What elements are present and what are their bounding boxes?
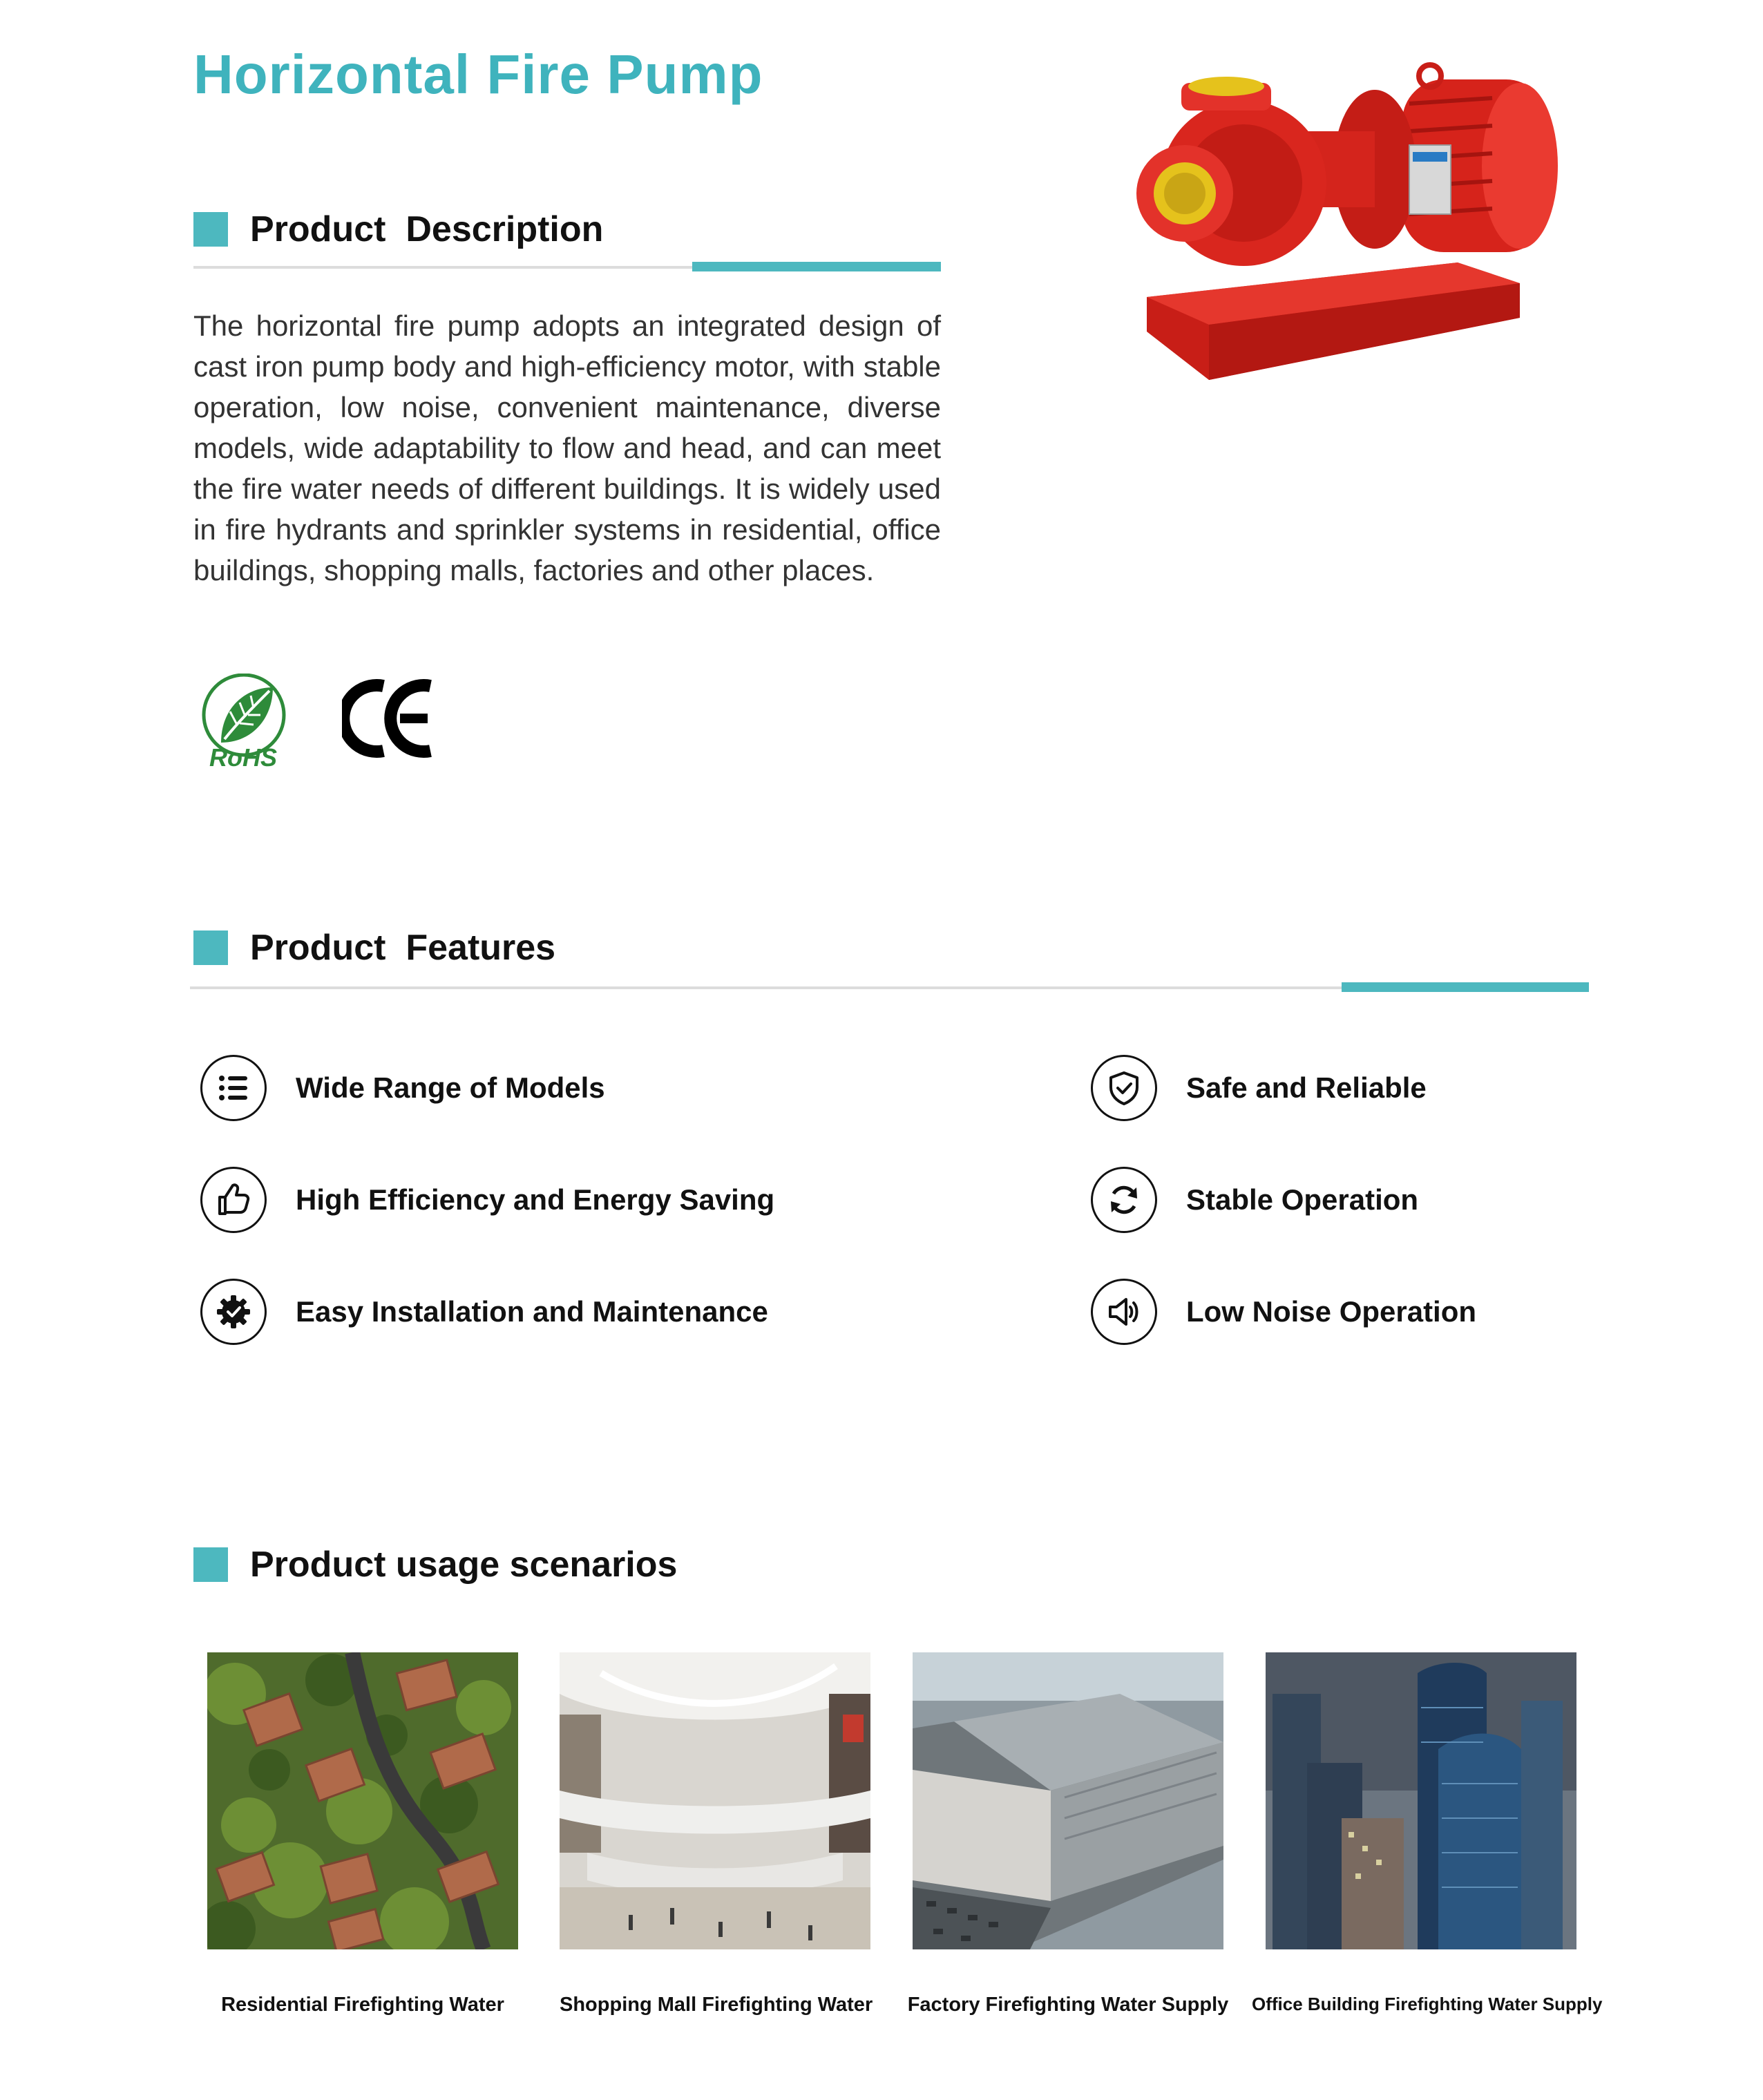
- section-marker: [193, 930, 228, 965]
- product-description-text: The horizontal fire pump adopts an integrated design of cast iron pump body and high-efficiency motor, with stable operation, low noise, convenient maintenance, diverse models, wide adaptability to flow and head, and can meet the fire water needs of different buildings. It is widely used in fire hydrants and sprinkler systems in residential, office buildings, shopping malls, factories and other places.: [193, 309, 941, 586]
- feature-label: Low Noise Operation: [1186, 1295, 1477, 1328]
- section-marker: [193, 1547, 228, 1582]
- section-description-title: Product Description: [250, 209, 604, 249]
- feature-item: [200, 1055, 605, 1121]
- ce-logo: [342, 674, 439, 763]
- feature-item: [1091, 1279, 1476, 1345]
- feature-item: [1091, 1055, 1427, 1121]
- scenario-caption: Shopping Mall Firefighting Water: [560, 1994, 873, 2016]
- divider-accent: [1342, 982, 1589, 992]
- feature-label: Stable Operation: [1186, 1183, 1419, 1216]
- scenario-caption: Office Building Firefighting Water Supply: [1252, 1994, 1603, 2014]
- feature-label: Easy Installation and Maintenance: [296, 1295, 768, 1328]
- feature-item: [200, 1167, 774, 1233]
- feature-label: Wide Range of Models: [296, 1071, 605, 1104]
- scenario-image-shopping-mall: [560, 1652, 870, 1949]
- rohs-logo: [197, 674, 290, 770]
- gear-check-icon: [200, 1279, 267, 1345]
- section-scenarios-header: [193, 1544, 677, 1585]
- scenario-caption: Factory Firefighting Water Supply: [907, 1994, 1229, 2016]
- section-description-header: [193, 209, 603, 250]
- page-title: Horizontal Fire Pump: [193, 44, 763, 105]
- section-features-title: Product Features: [250, 928, 556, 968]
- section-scenarios-title: Product usage scenarios: [250, 1545, 678, 1585]
- svg-text:RoHS: RoHS: [209, 743, 277, 770]
- section-marker: [193, 212, 228, 247]
- feature-item: [1091, 1167, 1418, 1233]
- speaker-icon: [1091, 1279, 1157, 1345]
- scenario-caption: Residential Firefighting Water: [221, 1994, 504, 2016]
- section-features-header: [193, 927, 555, 968]
- shield-check-icon: [1091, 1055, 1157, 1121]
- feature-label: Safe and Reliable: [1186, 1071, 1427, 1104]
- scenario-image-office-building: [1266, 1652, 1576, 1949]
- thumbs-up-icon: [200, 1167, 267, 1233]
- feature-label: High Efficiency and Energy Saving: [296, 1183, 775, 1216]
- list-icon: [200, 1055, 267, 1121]
- scenario-image-factory: [913, 1652, 1223, 1949]
- product-image: [1133, 55, 1561, 387]
- feature-item: [200, 1279, 768, 1345]
- scenario-image-residential: [207, 1652, 518, 1949]
- divider-accent: [692, 262, 941, 271]
- refresh-icon: [1091, 1167, 1157, 1233]
